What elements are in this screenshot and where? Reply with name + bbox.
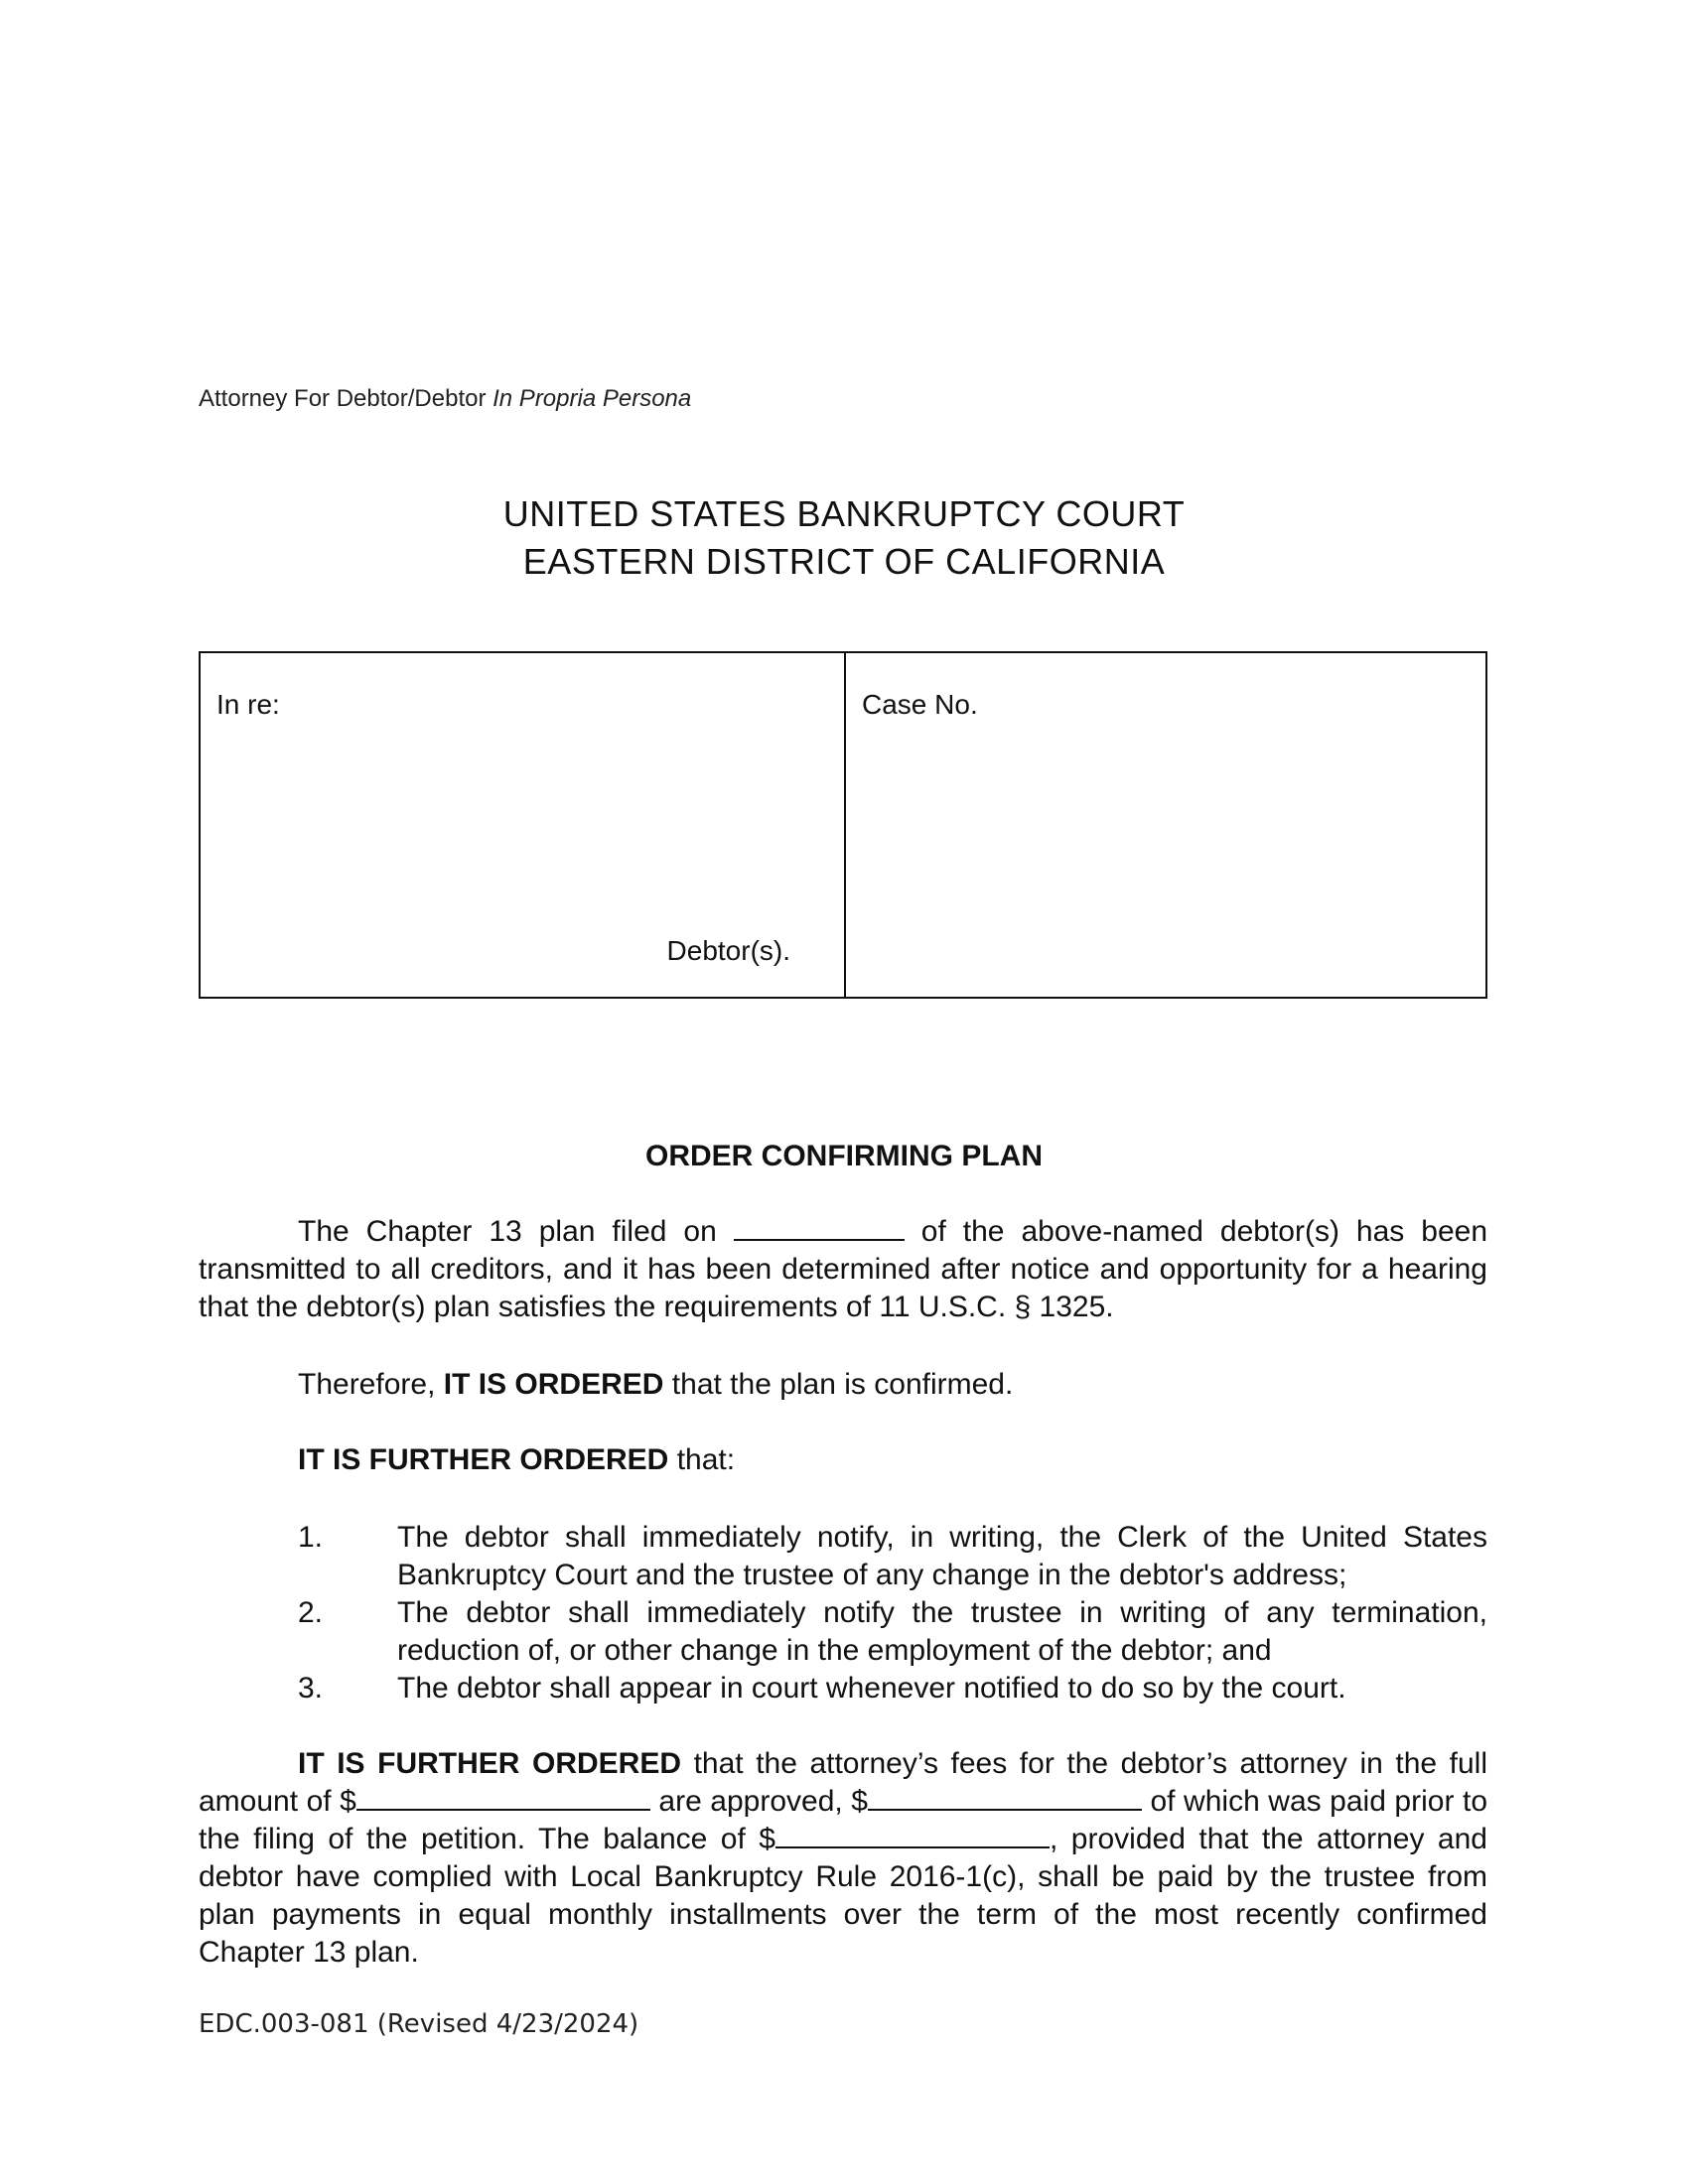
paragraph-plan-filed <box>199 1213 1487 1326</box>
attorney-line <box>199 385 691 413</box>
para2-bold: IT IS ORDERED <box>443 1368 664 1401</box>
fee-amount-blank[interactable] <box>356 1783 650 1811</box>
para1-start: The Chapter 13 plan filed on <box>298 1215 717 1248</box>
list-number: 2. <box>298 1596 324 1629</box>
list-text: The debtor shall appear in court whenever notified to do so by the court. <box>397 1672 1346 1705</box>
paragraph-it-is-ordered <box>199 1366 1487 1404</box>
para3-rest: that: <box>676 1443 736 1476</box>
list-text: The debtor shall immediately notify the trustee in writing of any termination, reduction of, or other change in the employment of the debtor; and <box>397 1596 1487 1667</box>
list-item <box>199 1670 1487 1707</box>
court-name: UNITED STATES BANKRUPTCY COURT <box>502 493 1186 534</box>
filed-date-blank[interactable] <box>734 1213 905 1241</box>
list-item <box>199 1594 1487 1670</box>
form-id-footer: EDC.003-081 (Revised 4/23/2024) <box>199 2009 639 2039</box>
para4-part-c: of which was paid prior to the filing of the petition. The balance of $ <box>199 1785 1488 1855</box>
para4-bold: IT IS FURTHER ORDERED <box>298 1747 682 1780</box>
para1-rest: of the above-named debtor(s) has been transmitted to all creditors, and it has been determined after notice and opportunity for a hearing that the debtor(s) plan satisfies the requirements of 11 U.S.C. § 1325. <box>199 1215 1487 1323</box>
attorney-label: Attorney For Debtor/Debtor <box>199 385 487 412</box>
case-caption-box <box>199 651 1487 999</box>
para4-part-d: , provided that the attorney and debtor have complied with Local Bankruptcy Rule 2016-1(c), shall be paid by the trustee from plan payments in equal monthly installments over the term of the most recently confirmed Chapter 13 plan. <box>199 1823 1487 1969</box>
order-title: ORDER CONFIRMING PLAN <box>645 1140 1043 1172</box>
list-text: The debtor shall immediately notify, in writing, the Clerk of the United States Bankruptcy Court and the trustee of any change in the debtor's address; <box>397 1521 1487 1591</box>
para2-start: Therefore, <box>298 1368 436 1401</box>
debtor-label: Debtor(s). <box>666 935 790 966</box>
list-number: 1. <box>298 1521 324 1554</box>
list-item <box>199 1519 1487 1594</box>
para3-bold: IT IS FURTHER ORDERED <box>298 1443 669 1476</box>
caption-right-cell <box>846 653 1485 997</box>
para4-part-b: are approved, $ <box>658 1785 868 1818</box>
paid-amount-blank[interactable] <box>868 1783 1142 1811</box>
attorney-italic-label: In Propria Persona <box>492 385 692 412</box>
caption-left-cell <box>201 653 846 997</box>
para2-rest: that the plan is confirmed. <box>671 1368 1014 1401</box>
paragraph-further-ordered <box>199 1441 1487 1479</box>
court-heading <box>199 490 1489 586</box>
ordered-list <box>199 1519 1487 1707</box>
paragraph-attorney-fees <box>199 1745 1487 1972</box>
in-re-label: In re: <box>216 689 280 720</box>
list-number: 3. <box>298 1672 324 1705</box>
para4-part-a: that the attorney’s fees for the debtor’s attorney in the full amount of $ <box>199 1747 1487 1818</box>
court-district: EASTERN DISTRICT OF CALIFORNIA <box>522 541 1166 582</box>
balance-amount-blank[interactable] <box>775 1821 1050 1848</box>
case-number-label: Case No. <box>862 689 978 720</box>
